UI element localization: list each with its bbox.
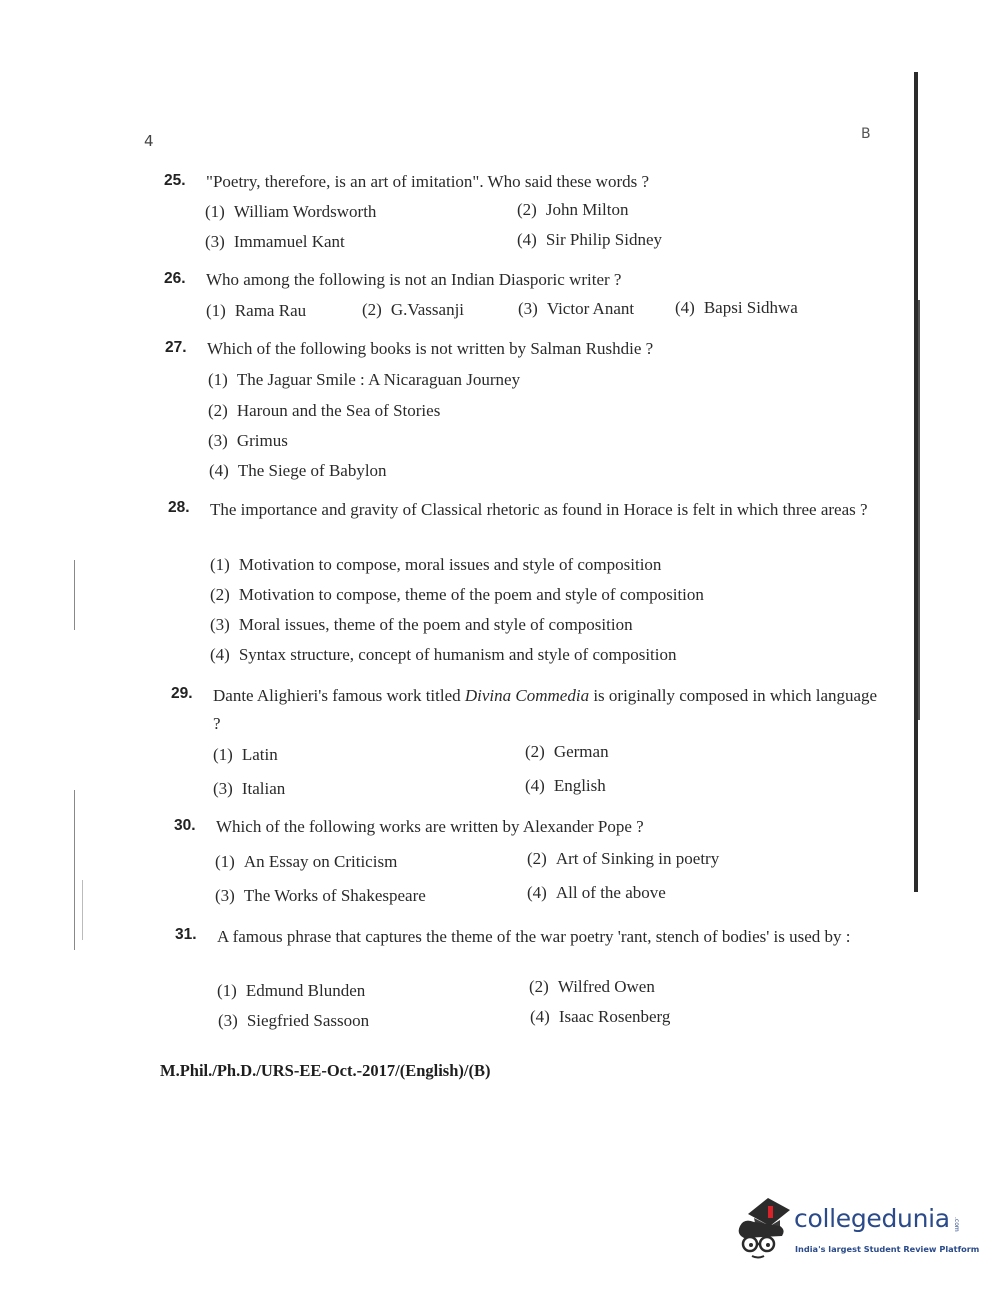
scan-artifact-line — [74, 560, 75, 630]
option-4: (4) Bapsi Sidhwa — [675, 298, 798, 317]
option-3: (3) Moral issues, theme of the poem and style of composition — [210, 615, 633, 634]
question-number: 29. — [171, 685, 193, 702]
question-number: 26. — [164, 270, 186, 287]
option-4: (4) Sir Philip Sidney — [517, 230, 663, 249]
option-2: (2) Motivation to compose, theme of the poem and style of composition — [210, 585, 704, 604]
option-3: (3) Immamuel Kant — [205, 232, 345, 251]
option-3: (3) Grimus — [208, 431, 288, 450]
question-text: A famous phrase that captures the theme of the war poetry 'rant, stench of bodies' is used by : — [217, 927, 851, 946]
set-code: B — [861, 126, 871, 142]
option-3: (3) Siegfried Sassoon — [218, 1011, 370, 1030]
option-1: (1) Edmund Blunden — [217, 981, 366, 1000]
question-number: 30. — [174, 817, 196, 834]
scan-edge-bar — [918, 300, 920, 720]
question-number: 25. — [164, 172, 186, 189]
logo-wordmark: collegedunia — [794, 1204, 950, 1233]
option-1: (1) The Jaguar Smile : A Nicaraguan Journey — [208, 370, 521, 389]
footer-paper-code: M.Phil./Ph.D./URS-EE-Oct.-2017/(English)/(B) — [160, 1061, 491, 1080]
work-title: Divina Commedia — [464, 686, 590, 705]
option-1: (1) Latin — [213, 745, 278, 764]
option-2: (2) German — [525, 742, 609, 761]
option-1: (1) Motivation to compose, moral issues and style of composition — [210, 555, 662, 574]
question-number: 27. — [165, 339, 187, 356]
question-text: Which of the following works are written by Alexander Pope ? — [216, 817, 644, 836]
page-number: 4 — [144, 132, 154, 150]
option-4: (4) English — [525, 776, 606, 795]
option-4: (4) The Siege of Babylon — [209, 461, 387, 480]
option-2: (2) Wilfred Owen — [529, 977, 655, 996]
option-3: (3) The Works of Shakespeare — [215, 886, 426, 905]
option-3: (3) Victor Anant — [518, 299, 635, 318]
question-text: Which of the following books is not written by Salman Rushdie ? — [207, 339, 654, 358]
scan-artifact-line — [74, 790, 75, 950]
option-1: (1) William Wordsworth — [205, 202, 377, 221]
option-2: (2) John Milton — [517, 200, 629, 219]
logo-tagline: India's largest Student Review Platform — [795, 1244, 980, 1254]
option-4: (4) Syntax structure, concept of humanism and style of composition — [210, 645, 677, 664]
question-number: 31. — [175, 926, 197, 943]
question-number: 28. — [168, 499, 190, 516]
option-4: (4) All of the above — [527, 883, 666, 902]
mascot-icon — [734, 1196, 796, 1260]
collegedunia-logo — [734, 1196, 980, 1266]
option-4: (4) Isaac Rosenberg — [530, 1007, 671, 1026]
option-2: (2) G.Vassanji — [362, 300, 465, 319]
question-text: "Poetry, therefore, is an art of imitation". Who said these words ? — [206, 172, 650, 191]
logo-domain-suffix: .com — [953, 1217, 960, 1232]
option-3: (3) Italian — [213, 779, 286, 798]
option-2: (2) Art of Sinking in poetry — [527, 849, 720, 868]
scan-artifact-line — [82, 880, 83, 940]
question-text: The importance and gravity of Classical rhetoric as found in Horace is felt in which three areas ? — [210, 500, 868, 519]
option-2: (2) Haroun and the Sea of Stories — [208, 401, 441, 420]
option-1: (1) An Essay on Criticism — [215, 852, 398, 871]
option-1: (1) Rama Rau — [206, 301, 307, 320]
question-text: Dante Alighieri's famous work titled Divina Commedia is originally composed in which language ? — [213, 686, 878, 733]
question-text: Who among the following is not an Indian Diasporic writer ? — [206, 270, 622, 289]
